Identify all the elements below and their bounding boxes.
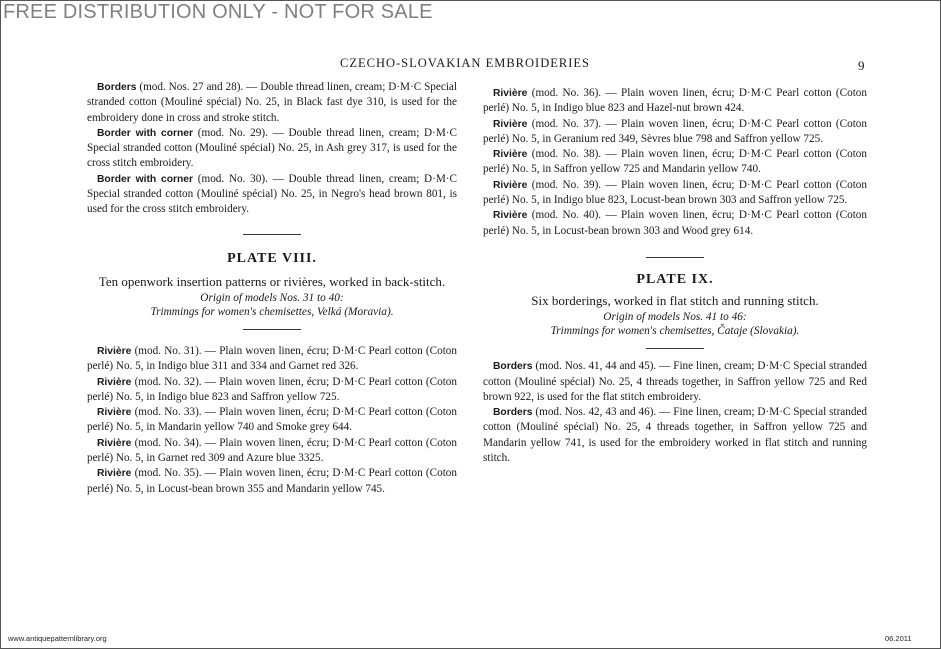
right-column — [483, 86, 867, 466]
footer-url: www.antiquepatternlibrary.org — [8, 634, 107, 643]
plate-viii-description: Ten openwork insertion patterns or rivières, worked in back-stitch. — [98, 273, 446, 289]
entry-riviere-39: Rivière (mod. No. 39). — Plain woven linen, écru; D·M·C Pearl cotton (Coton perlé) No. 5, in Indigo blue 823, Locust-bean brown 303 and Saffron yellow 725. — [483, 178, 867, 207]
plate-ix-title: PLATE IX. — [636, 271, 714, 287]
entry-border-corner-29: Border with corner (mod. No. 29). — Double thread linen, cream; D·M·C Special stranded cotton (Mouliné spécial) No. 25, in Ash grey 317, is used for the cross stitch embroidery. — [87, 126, 457, 170]
entry-riviere-34: Rivière (mod. No. 34). — Plain woven linen, écru; D·M·C Pearl cotton (Coton perlé) No. 5, in Garnet red 309 and Azure blue 3325. — [87, 436, 457, 465]
entry-riviere-31: Rivière (mod. No. 31). — Plain woven linen, écru; D·M·C Pearl cotton (Coton perlé) No. 5, in Indigo blue 311 and 334 and Garnet red 326. — [87, 344, 457, 373]
plate-viii-origin: Origin of models Nos. 31 to 40: — [200, 291, 344, 304]
left-column — [87, 80, 457, 497]
section-divider — [646, 257, 704, 258]
entry-borders-42-43-46: Borders (mod. Nos. 42, 43 and 46). — Fine linen, cream; D·M·C Special stranded cotton (Mouliné spécial) No. 25, 4 threads together, in Saffron yellow 725 and Mandarin yellow 741, is used for the embroidery worked in flat stitch and running stitch. — [483, 406, 868, 465]
entry-riviere-32: Rivière (mod. No. 32). — Plain woven linen, écru; D·M·C Pearl cotton (Coton perlé) No. 5, in Indigo blue 823 and Saffron yellow 725. — [87, 375, 457, 403]
entry-riviere-40: Rivière (mod. No. 40). — Plain woven linen, écru; D·M·C Pearl cotton (Coton perlé) No. 5, in Locust-bean brown 303 and Wood grey 614. — [483, 209, 867, 237]
entry-riviere-36: Rivière (mod. No. 36). — Plain woven linen, écru; D·M·C Pearl cotton (Coton perlé) No. 5, in Indigo blue 823 and Hazel-nut brown 424. — [483, 87, 867, 115]
entry-borders-27-28: Borders (mod. Nos. 27 and 28). — Double thread linen, cream; D·M·C Special stranded cotton (Mouliné spécial) No. 25, in Black fast dye 310, is used for the embroidery done in cross and stroke stitch. — [87, 81, 457, 124]
entry-riviere-37: Rivière (mod. No. 37). — Plain woven linen, écru; D·M·C Pearl cotton (Coton perlé) No. 5, in Geranium red 349, Sèvres blue 798 and Saffron yellow 725. — [483, 117, 867, 145]
section-divider — [243, 234, 301, 235]
entry-border-corner-30: Border with corner (mod. No. 30). — Double thread linen, cream; D·M·C Special stranded cotton (Mouliné spécial) No. 25, in Negro's head brown 801, is used for the cross stitch embroidery. — [87, 172, 457, 216]
entry-riviere-38: Rivière (mod. No. 38). — Plain woven linen, écru; D·M·C Pearl cotton (Coton perlé) No. 5, in Saffron yellow 725 and Mandarin yellow 740. — [483, 148, 867, 176]
watermark: FREE DISTRIBUTION ONLY - NOT FOR SALE — [3, 1, 433, 23]
footer-date: 06.2011 — [885, 634, 912, 643]
plate-viii-source: Trimmings for women's chemisettes, Velká (Moravia). — [150, 305, 394, 318]
section-divider — [243, 329, 301, 330]
plate-ix-source: Trimmings for women's chemisettes, Čataje (Slovakia). — [550, 325, 800, 338]
plate-ix-description: Six borderings, worked in flat stitch and running stitch. — [531, 293, 819, 309]
plate-ix-origin: Origin of models Nos. 41 to 46: — [603, 311, 747, 324]
entry-borders-41-44-45: Borders (mod. Nos. 41, 44 and 45). — Fine linen, cream; D·M·C Special stranded cotton (Mouliné spécial) No. 25, 4 threads together, in Saffron yellow 725 and Red brown 922, is used for the flat stitch embroidery. — [483, 360, 868, 403]
entry-riviere-35: Rivière (mod. No. 35). — Plain woven linen, écru; D·M·C Pearl cotton (Coton perlé) No. 5, in Locust-bean brown 355 and Mandarin yellow 745. — [87, 467, 457, 495]
page-number: 9 — [858, 58, 865, 73]
running-title: CZECHO-SLOVAKIAN EMBROIDERIES — [340, 56, 590, 70]
entry-riviere-33: Rivière (mod. No. 33). — Plain woven linen, écru; D·M·C Pearl cotton (Coton perlé) No. 5, in Mandarin yellow 740 and Smoke grey 644. — [87, 406, 457, 434]
section-divider — [646, 348, 704, 349]
plate-viii-title: PLATE VIII. — [227, 250, 317, 266]
